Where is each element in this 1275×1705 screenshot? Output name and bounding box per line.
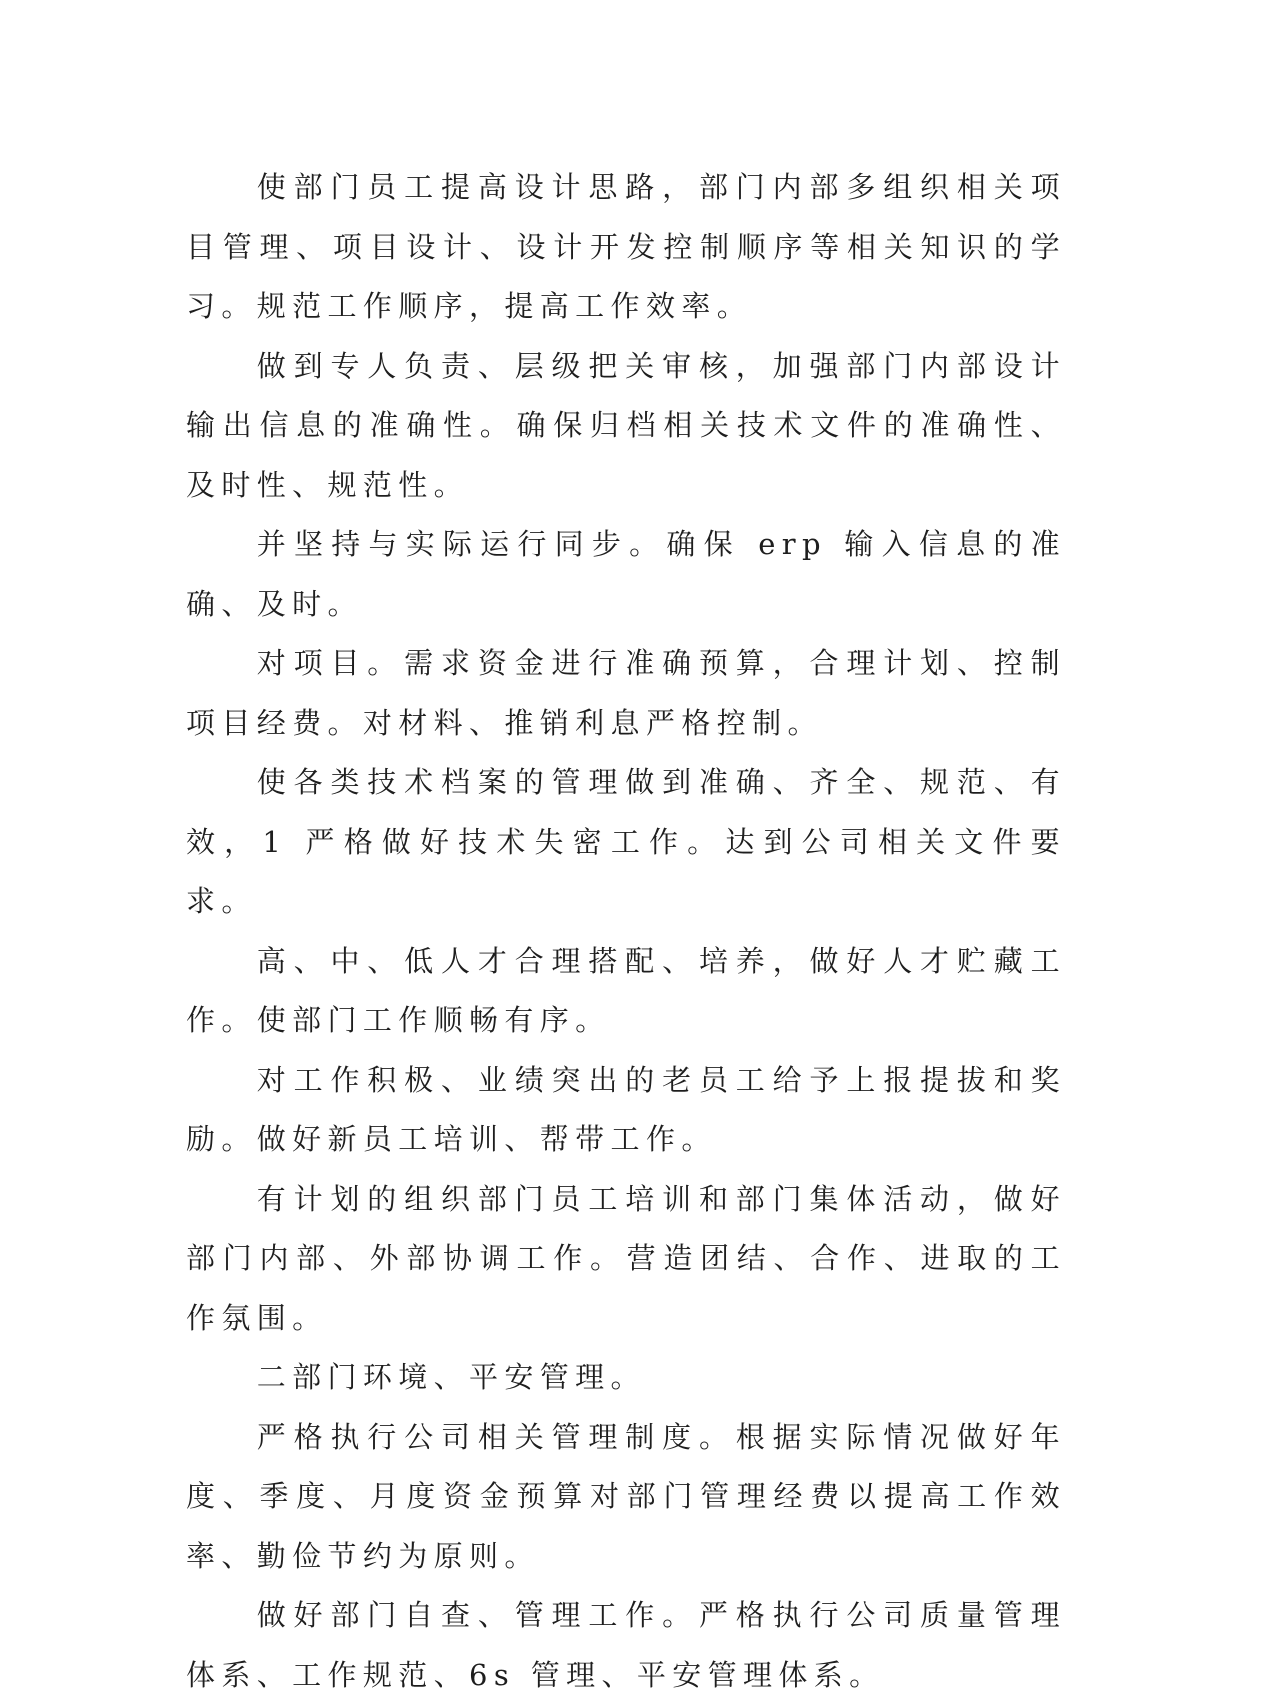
paragraph-4: 对项目。需求资金进行准确预算，合理计划、控制项目经费。对材料、推销利息严格控制。 — [186, 646, 1066, 740]
paragraph-11: 做好部门自查、管理工作。严格执行公司质量管理体系、工作规范、6s 管理、平安管理体系。 — [186, 1598, 1066, 1692]
document-body — [186, 158, 1066, 1705]
paragraph-8: 有计划的组织部门员工培训和部门集体活动，做好部门内部、外部协调工作。营造团结、合作、进取的工作氛围。 — [186, 1181, 1066, 1335]
paragraph-5: 使各类技术档案的管理做到准确、齐全、规范、有效，1 严格做好技术失密工作。达到公司相关文件要求。 — [186, 765, 1066, 918]
paragraph-1: 使部门员工提高设计思路，部门内部多组织相关项目管理、项目设计、设计开发控制顺序等相关知识的学习。规范工作顺序，提高工作效率。 — [186, 170, 1066, 323]
paragraph-3: 并坚持与实际运行同步。确保 erp 输入信息的准确、及时。 — [186, 527, 1066, 621]
paragraph-6: 高、中、低人才合理搭配、培养，做好人才贮藏工作。使部门工作顺畅有序。 — [186, 943, 1066, 1037]
paragraph-10: 严格执行公司相关管理制度。根据实际情况做好年度、季度、月度资金预算对部门管理经费以提高工作效率、勤俭节约为原则。 — [186, 1419, 1066, 1573]
paragraph-2: 做到专人负责、层级把关审核，加强部门内部设计输出信息的准确性。确保归档相关技术文件的准确性、及时性、规范性。 — [186, 348, 1066, 502]
section-heading: 二部门环境、平安管理。 — [256, 1360, 646, 1394]
paragraph-7: 对工作积极、业绩突出的老员工给予上报提拔和奖励。做好新员工培训、帮带工作。 — [186, 1062, 1066, 1156]
